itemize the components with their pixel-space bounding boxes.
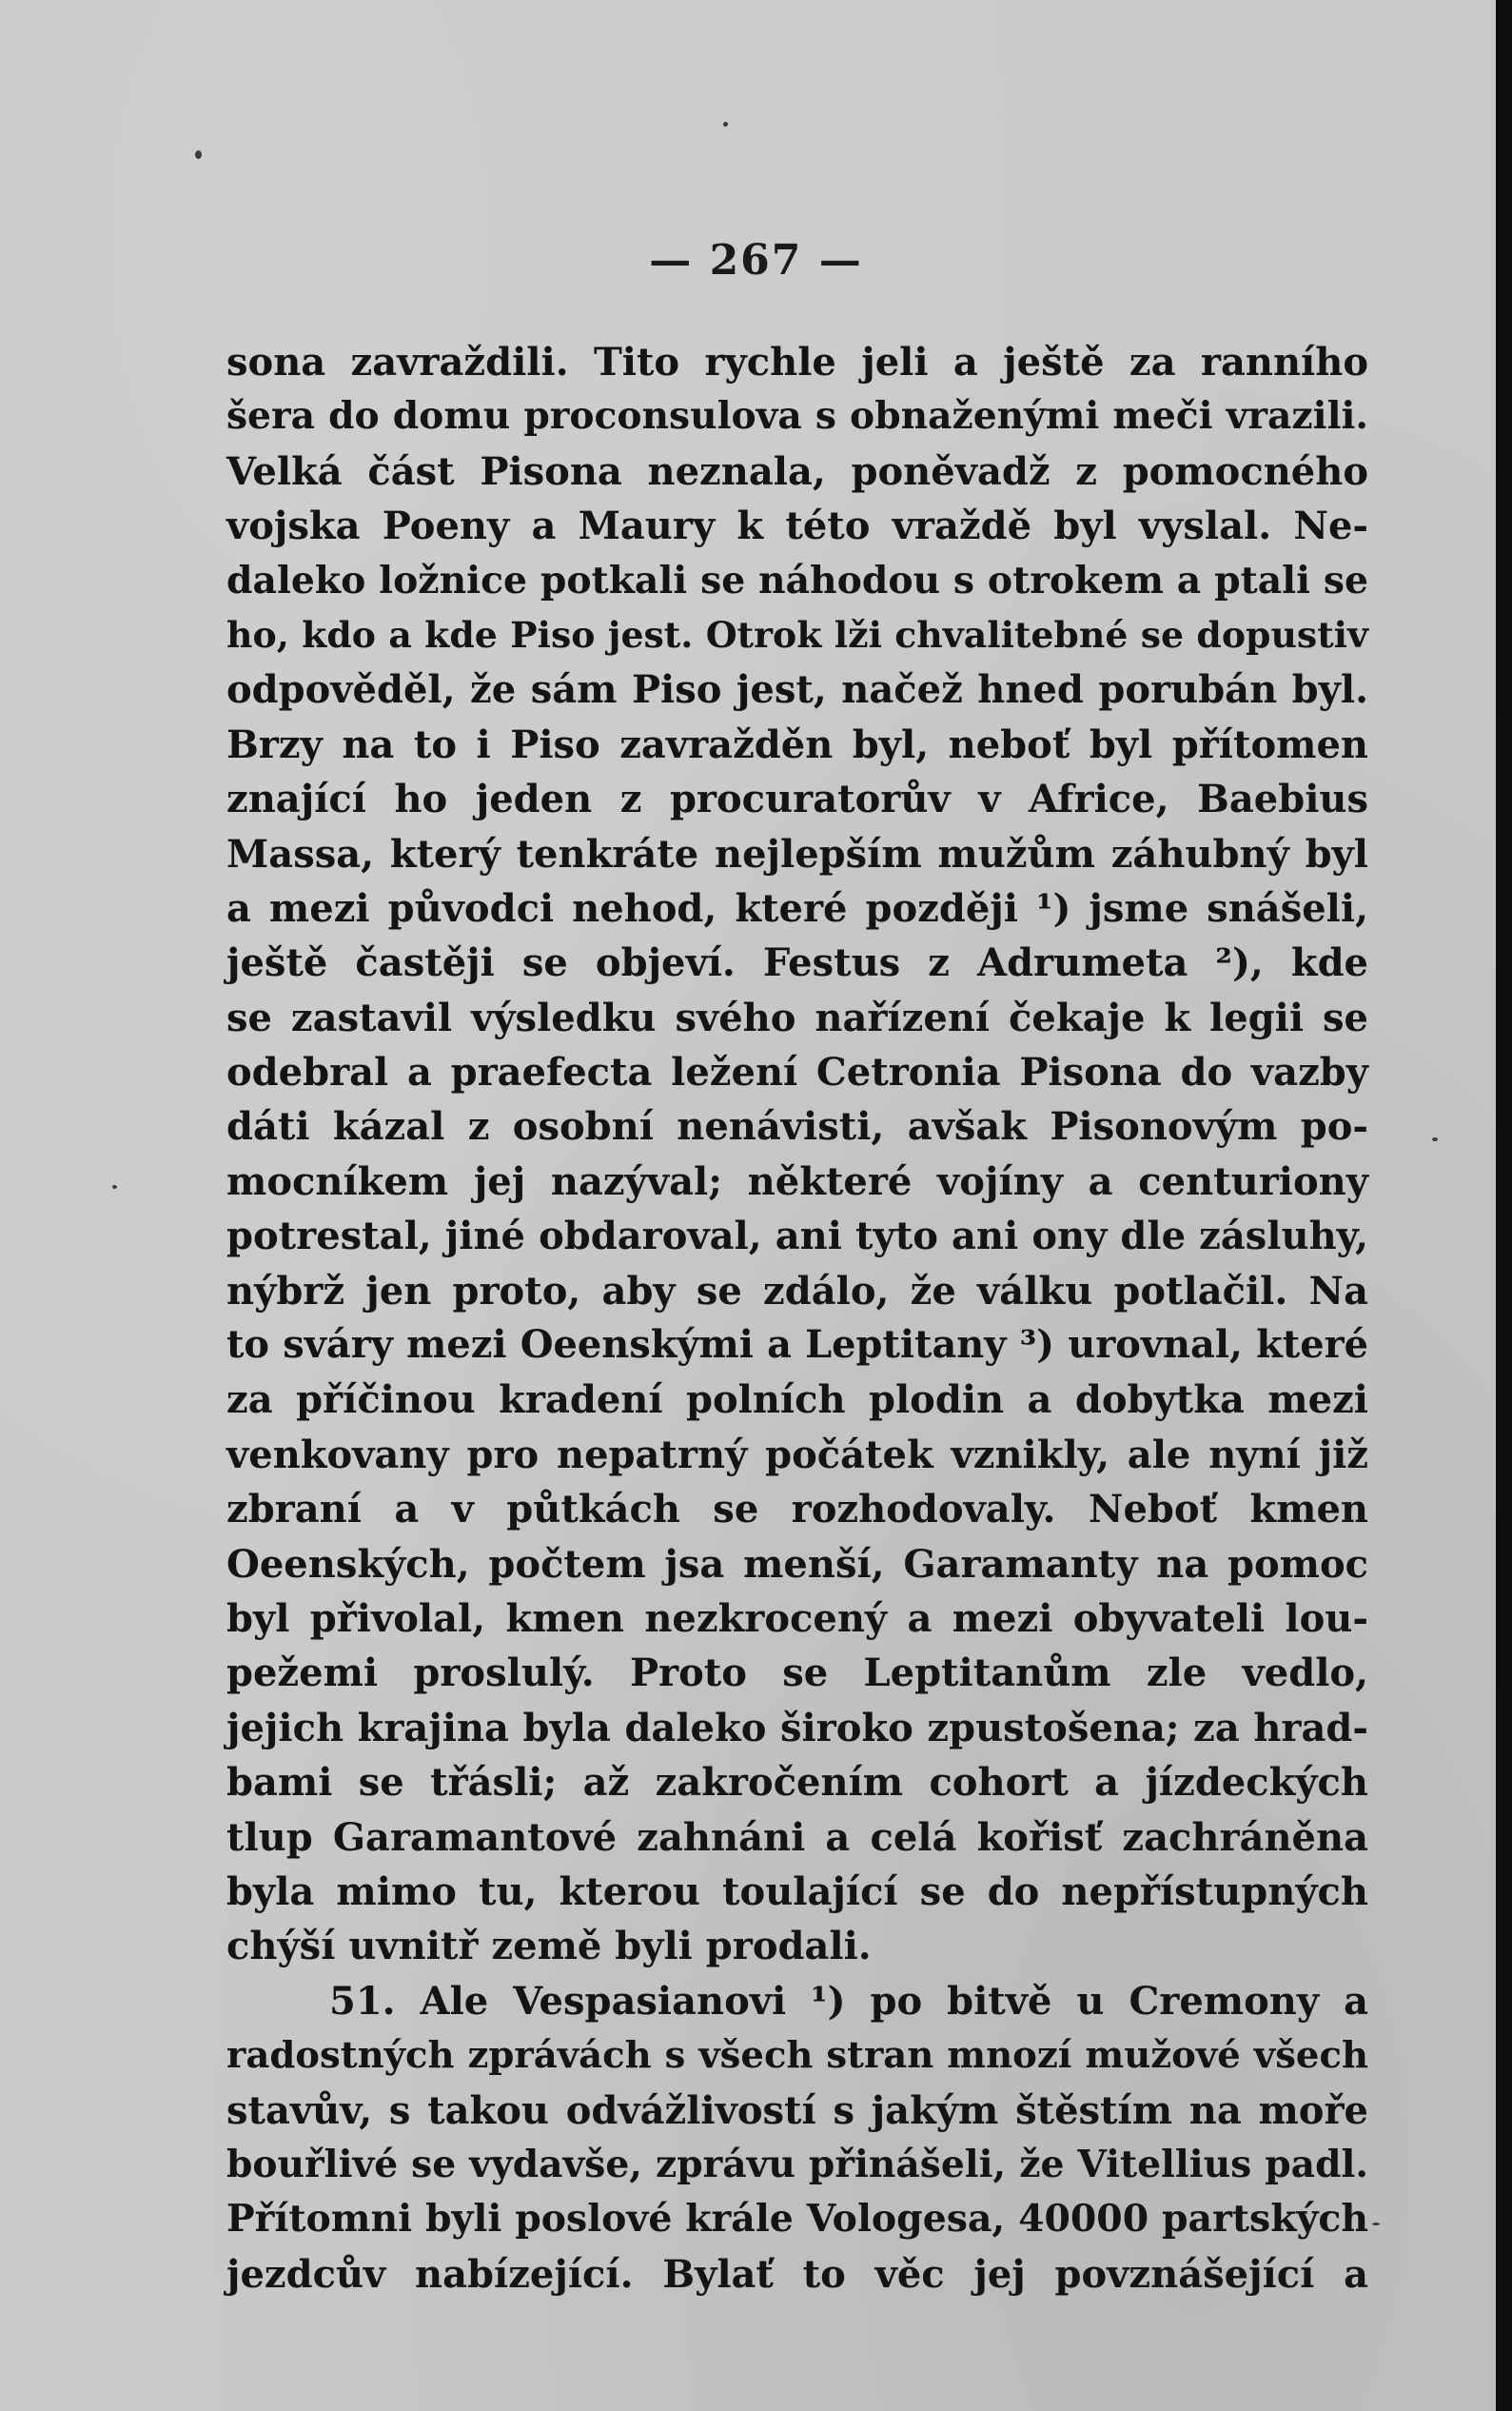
text-line: a mezi původci nehod, které později ¹) jsme snášeli, [226, 885, 1368, 931]
text-line: jezdcův nabízející. Bylať to věc jej povznášející a [226, 2251, 1368, 2297]
text-line: Oeenských, počtem jsa menší, Garamanty na pomoc [226, 1541, 1368, 1587]
text-line: bami se třásli; až zakročením cohort a jízdeckých [226, 1760, 1368, 1806]
paper-speck [112, 1185, 117, 1189]
text-line: Brzy na to i Piso zavražděn byl, neboť byl přítomen [226, 721, 1368, 767]
text-line: zbraní a v půtkách se rozhodovaly. Neboť kmen [226, 1487, 1368, 1532]
text-line: šera do domu proconsulova s obnaženými meči vrazili. [226, 394, 1368, 439]
text-line: dáti kázal z osobní nenávisti, avšak Pisonovým po- [226, 1104, 1368, 1150]
text-line: nýbrž jen proto, aby se zdálo, že válku potlačil. Na [226, 1268, 1368, 1314]
text-line: Velká část Pisona neznala, poněvadž z pomocného [226, 448, 1368, 494]
text-line: odpověděl, že sám Piso jest, načež hned porubán byl. [226, 667, 1368, 713]
text-line: to sváry mezi Oeenskými a Leptitany ³) urovnal, které [226, 1323, 1368, 1368]
section-start-line: 51. Ale Vespasianovi ¹) po bitvě u Cremony a [329, 1978, 1368, 2024]
text-line: se zastavil výsledku svého nařízení čekaje k legii se [226, 995, 1368, 1040]
paragraph-end-line: chýší uvnitř země byli prodali. [226, 1924, 872, 1969]
text-line: daleko ložnice potkali se náhodou s otrokem a ptali se [226, 558, 1368, 603]
text-line: byla mimo tu, kterou toulající se do nepřístupných [226, 1868, 1368, 1914]
text-line: stavův, s takou odvážlivostí s jakým štěstím na moře [226, 2087, 1368, 2133]
text-line: byl přivolal, kmen nezkrocený a mezi obyvateli lou- [226, 1595, 1368, 1641]
text-line: vojska Poeny a Maury k této vraždě byl vyslal. Ne- [226, 504, 1368, 549]
text-line: potrestal, jiné obdaroval, ani tyto ani ony dle zásluhy, [226, 1214, 1368, 1259]
paper-speck [1372, 2223, 1380, 2225]
paper-speck [723, 122, 728, 127]
scan-edge [1496, 0, 1512, 2411]
text-line: pežemi proslulý. Proto se Leptitanům zle vedlo, [226, 1650, 1368, 1696]
text-line: Massa, který tenkráte nejlepším mužům záhubný byl [226, 831, 1368, 877]
text-line: radostných zprávách s všech stran mnozí mužové všech [226, 2034, 1368, 2078]
body-text [226, 335, 1368, 2302]
text-line: ještě častěji se objeví. Festus z Adrumeta ²), kde [226, 940, 1368, 986]
text-line: jejich krajina byla daleko široko zpustošena; za hrad- [226, 1705, 1368, 1750]
text-line: bouřlivé se vydavše, zprávu přinášeli, že Vitellius padl. [226, 2142, 1368, 2186]
text-line: Přítomni byli poslové krále Vologesa, 40000 partských [226, 2197, 1368, 2242]
page-number: — 267 — [649, 236, 863, 285]
text-line: ho, kdo a kde Piso jest. Otrok lži chvalitebné se dopustiv [226, 613, 1368, 656]
text-line: venkovany pro nepatrný počátek vznikly, ale nyní již [226, 1432, 1368, 1477]
text-line: znající ho jeden z procuratorův v Africe, Baebius [226, 777, 1368, 822]
text-line: mocníkem jej nazýval; některé vojíny a centuriony [226, 1158, 1368, 1204]
text-line: odebral a praefecta ležení Cetronia Pisona do vazby [226, 1050, 1368, 1096]
paper-speck [1432, 1137, 1438, 1141]
text-line: za příčinou kradení polních plodin a dobytka mezi [226, 1377, 1368, 1423]
text-line: tlup Garamantové zahnáni a celá kořisť zachráněna [226, 1814, 1368, 1860]
text-line: sona zavraždili. Tito rychle jeli a ještě za ranního [226, 340, 1368, 385]
paper-speck [195, 150, 202, 159]
